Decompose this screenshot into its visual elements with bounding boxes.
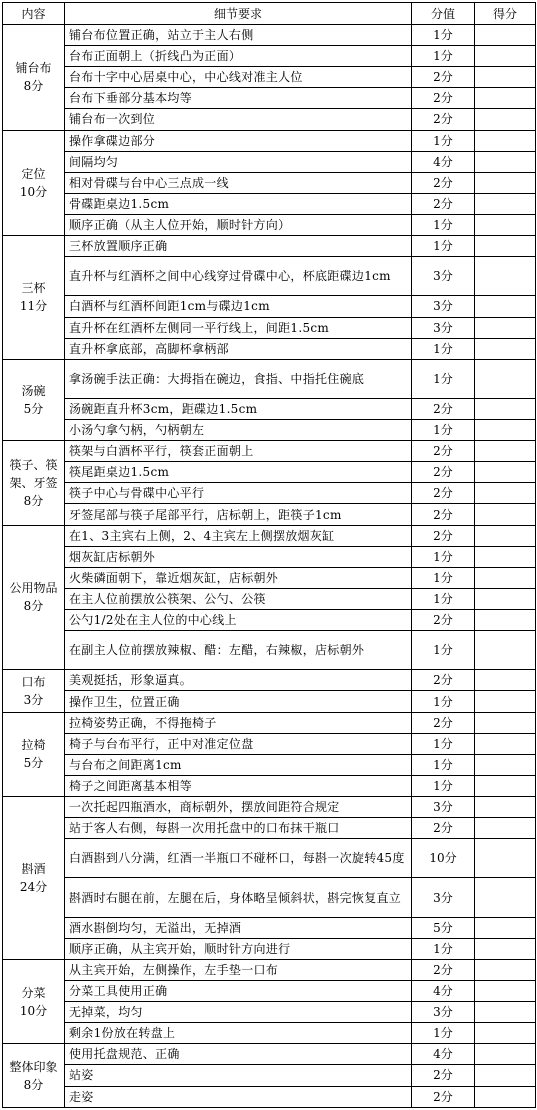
obtained-score-cell[interactable] (475, 193, 536, 214)
requirement-cell: 台布十字中心居桌中心，中心线对准主人位 (65, 67, 412, 88)
category-cell (3, 236, 65, 360)
requirement-cell: 公勺1/2处在主人位的中心线上 (65, 610, 412, 631)
obtained-score-cell[interactable] (475, 257, 536, 296)
obtained-score-cell[interactable] (475, 398, 536, 419)
score-cell: 10分 (412, 839, 475, 878)
obtained-score-cell[interactable] (475, 1023, 536, 1044)
header-requirement: 细节要求 (65, 3, 412, 25)
table-body (3, 25, 536, 1108)
table-row (3, 462, 536, 483)
score-cell: 4分 (412, 151, 475, 172)
obtained-score-cell[interactable] (475, 610, 536, 631)
score-cell: 1分 (412, 775, 475, 796)
obtained-score-cell[interactable] (475, 588, 536, 609)
score-cell: 1分 (412, 691, 475, 712)
score-cell: 3分 (412, 878, 475, 917)
score-cell: 1分 (412, 130, 475, 151)
table-row (3, 917, 536, 938)
table-row (3, 88, 536, 109)
requirement-cell: 烟灰缸店标朝外 (65, 546, 412, 567)
table-row (3, 46, 536, 67)
requirement-cell: 相对骨碟与台中心三点成一线 (65, 172, 412, 193)
table-row (3, 172, 536, 193)
table-row (3, 610, 536, 631)
obtained-score-cell[interactable] (475, 420, 536, 441)
requirement-cell: 站姿 (65, 1065, 412, 1086)
category-name: 口布 (21, 674, 46, 689)
obtained-score-cell[interactable] (475, 754, 536, 775)
obtained-score-cell[interactable] (475, 1044, 536, 1065)
score-cell: 3分 (412, 317, 475, 338)
table-row (3, 25, 536, 46)
category-name: 三杯 (21, 281, 46, 296)
score-cell: 2分 (412, 88, 475, 109)
score-cell: 3分 (412, 1002, 475, 1023)
requirement-cell: 一次托起四瓶酒水，商标朝外，摆放间距符合规定 (65, 797, 412, 818)
category-points: 8分 (23, 493, 44, 508)
requirement-cell: 白酒杯与红酒杯间距1cm与碟边1cm (65, 296, 412, 317)
table-row (3, 359, 536, 398)
obtained-score-cell[interactable] (475, 359, 536, 398)
table-row (3, 214, 536, 235)
requirement-cell: 台布正面朝上（折线凸为正面） (65, 46, 412, 67)
obtained-score-cell[interactable] (475, 546, 536, 567)
obtained-score-cell[interactable] (475, 130, 536, 151)
score-cell: 1分 (412, 588, 475, 609)
obtained-score-cell[interactable] (475, 839, 536, 878)
requirement-cell: 筷架与白酒杯平行，筷套正面朝上 (65, 441, 412, 462)
table-row (3, 504, 536, 525)
obtained-score-cell[interactable] (475, 88, 536, 109)
table-row (3, 317, 536, 338)
obtained-score-cell[interactable] (475, 441, 536, 462)
requirement-cell: 铺台布一次到位 (65, 109, 412, 130)
category-cell (3, 959, 65, 1043)
requirement-cell: 顺序正确（从主人位开始，顺时针方向） (65, 214, 412, 235)
obtained-score-cell[interactable] (475, 338, 536, 359)
category-points: 8分 (23, 79, 44, 94)
table-row (3, 525, 536, 546)
header-category: 内容 (3, 3, 65, 25)
obtained-score-cell[interactable] (475, 712, 536, 733)
requirement-cell: 台布下垂部分基本均等 (65, 88, 412, 109)
score-cell: 5分 (412, 917, 475, 938)
category-points: 10分 (19, 184, 48, 199)
obtained-score-cell[interactable] (475, 151, 536, 172)
table-row (3, 775, 536, 796)
score-cell: 1分 (412, 733, 475, 754)
obtained-score-cell[interactable] (475, 483, 536, 504)
category-points: 5分 (23, 756, 44, 771)
requirement-cell: 无掉菜，均匀 (65, 1002, 412, 1023)
header-obtained: 得分 (475, 3, 536, 25)
score-cell: 1分 (412, 1023, 475, 1044)
table-row (3, 398, 536, 419)
obtained-score-cell[interactable] (475, 878, 536, 917)
requirement-cell: 铺台布位置正确，站立于主人右侧 (65, 25, 412, 46)
obtained-score-cell[interactable] (475, 46, 536, 67)
requirement-cell: 使用托盘规范、正确 (65, 1044, 412, 1065)
obtained-score-cell[interactable] (475, 631, 536, 670)
obtained-score-cell[interactable] (475, 525, 536, 546)
obtained-score-cell[interactable] (475, 733, 536, 754)
table-row (3, 193, 536, 214)
score-cell: 1分 (412, 338, 475, 359)
category-name: 铺台布 (15, 61, 52, 76)
requirement-cell: 椅子与台布平行，正中对准定位盘 (65, 733, 412, 754)
score-cell: 3分 (412, 257, 475, 296)
score-cell: 4分 (412, 980, 475, 1001)
obtained-score-cell[interactable] (475, 67, 536, 88)
score-cell: 2分 (412, 483, 475, 504)
requirement-cell: 汤碗距直升杯3cm，距碟边1.5cm (65, 398, 412, 419)
requirement-cell: 美观挺括，形象逼真。 (65, 670, 412, 691)
score-cell: 2分 (412, 172, 475, 193)
table-row (3, 691, 536, 712)
requirement-cell: 从主宾开始，左侧操作，左手垫一口布 (65, 959, 412, 980)
obtained-score-cell[interactable] (475, 25, 536, 46)
obtained-score-cell[interactable] (475, 959, 536, 980)
category-name: 拉椅 (21, 738, 46, 753)
category-points: 8分 (23, 1077, 44, 1092)
table-row (3, 338, 536, 359)
requirement-cell: 在副主人位前摆放辣椒、醋：左醋，右辣椒，店标朝外 (65, 631, 412, 670)
obtained-score-cell[interactable] (475, 504, 536, 525)
requirement-cell: 拿汤碗手法正确：大拇指在碗边，食指、中指托住碗底 (65, 359, 412, 398)
table-row (3, 878, 536, 917)
score-cell: 1分 (412, 420, 475, 441)
category-cell (3, 1044, 65, 1108)
requirement-cell: 操作卫生，位置正确 (65, 691, 412, 712)
requirement-cell: 拉椅姿势正确，不得拖椅子 (65, 712, 412, 733)
requirement-cell: 筷尾距桌边1.5cm (65, 462, 412, 483)
requirement-cell: 剩余1份放在转盘上 (65, 1023, 412, 1044)
score-cell: 1分 (412, 546, 475, 567)
table-row (3, 754, 536, 775)
score-cell: 1分 (412, 938, 475, 959)
table-row (3, 797, 536, 818)
table-row (3, 1065, 536, 1086)
table-row (3, 546, 536, 567)
score-cell: 1分 (412, 46, 475, 67)
requirement-cell: 间隔均匀 (65, 151, 412, 172)
obtained-score-cell[interactable] (475, 462, 536, 483)
requirement-cell: 筷子中心与骨碟中心平行 (65, 483, 412, 504)
requirement-cell: 顺序正确，从主宾开始，顺时针方向进行 (65, 938, 412, 959)
category-cell (3, 712, 65, 796)
category-name: 斟酒 (21, 861, 46, 876)
score-cell: 2分 (412, 441, 475, 462)
requirement-cell: 走姿 (65, 1086, 412, 1108)
requirement-cell: 站于客人右侧，每斟一次用托盘中的口布抹干瓶口 (65, 818, 412, 839)
category-points: 10分 (19, 1003, 48, 1018)
table-row (3, 959, 536, 980)
table-row (3, 236, 536, 257)
category-points: 5分 (23, 401, 44, 416)
score-cell: 2分 (412, 712, 475, 733)
category-name: 筷子、筷架、牙签 (9, 457, 58, 490)
table-row (3, 938, 536, 959)
score-cell: 2分 (412, 525, 475, 546)
obtained-score-cell[interactable] (475, 670, 536, 691)
category-cell (3, 670, 65, 712)
requirement-cell: 酒水斟倒均匀，无溢出，无掉酒 (65, 917, 412, 938)
obtained-score-cell[interactable] (475, 236, 536, 257)
table-row (3, 567, 536, 588)
score-cell: 2分 (412, 610, 475, 631)
category-cell (3, 359, 65, 440)
category-name: 定位 (21, 166, 46, 181)
category-points: 11分 (19, 299, 48, 314)
requirement-cell: 在主人位前摆放公筷架、公勺、公筷 (65, 588, 412, 609)
category-name: 整体印象 (9, 1059, 58, 1074)
category-name: 汤碗 (21, 383, 46, 398)
table-row (3, 733, 536, 754)
obtained-score-cell[interactable] (475, 567, 536, 588)
score-cell: 1分 (412, 754, 475, 775)
obtained-score-cell[interactable] (475, 214, 536, 235)
scoring-table (2, 2, 536, 1108)
requirement-cell: 操作拿碟边部分 (65, 130, 412, 151)
table-row (3, 441, 536, 462)
category-cell (3, 797, 65, 960)
requirement-cell: 白酒斟到八分满，红酒一半瓶口不碰杯口，每斟一次旋转45度 (65, 839, 412, 878)
score-cell: 2分 (412, 1065, 475, 1086)
score-cell: 1分 (412, 359, 475, 398)
category-name: 分菜 (21, 985, 46, 1000)
table-row (3, 980, 536, 1001)
category-cell (3, 525, 65, 670)
table-row (3, 1002, 536, 1023)
score-cell: 1分 (412, 214, 475, 235)
header-score: 分值 (412, 3, 475, 25)
score-cell: 2分 (412, 193, 475, 214)
requirement-cell: 直升杯与红酒杯之间中心线穿过骨碟中心，杯底距碟边1cm (65, 257, 412, 296)
obtained-score-cell[interactable] (475, 172, 536, 193)
requirement-cell: 斟酒时右腿在前，左腿在后，身体略呈倾斜状，斟完恢复直立 (65, 878, 412, 917)
table-row (3, 588, 536, 609)
obtained-score-cell[interactable] (475, 296, 536, 317)
score-cell: 4分 (412, 1044, 475, 1065)
table-row (3, 1086, 536, 1108)
score-cell: 2分 (412, 504, 475, 525)
table-row (3, 257, 536, 296)
score-cell: 1分 (412, 567, 475, 588)
table-row (3, 1044, 536, 1065)
obtained-score-cell[interactable] (475, 980, 536, 1001)
obtained-score-cell[interactable] (475, 1002, 536, 1023)
requirement-cell: 火柴磷面朝下，靠近烟灰缸，店标朝外 (65, 567, 412, 588)
obtained-score-cell[interactable] (475, 691, 536, 712)
table-row (3, 109, 536, 130)
table-row (3, 151, 536, 172)
score-cell: 1分 (412, 236, 475, 257)
table-row (3, 1023, 536, 1044)
table-row (3, 420, 536, 441)
category-cell (3, 130, 65, 236)
table-row (3, 818, 536, 839)
requirement-cell: 在1、3主宾右上侧，2、4主宾左上侧摆放烟灰缸 (65, 525, 412, 546)
score-cell: 2分 (412, 109, 475, 130)
table-row (3, 631, 536, 670)
score-cell: 2分 (412, 398, 475, 419)
obtained-score-cell[interactable] (475, 797, 536, 818)
score-cell: 3分 (412, 296, 475, 317)
score-cell: 3分 (412, 797, 475, 818)
score-cell: 2分 (412, 959, 475, 980)
score-cell: 1分 (412, 25, 475, 46)
header-row (3, 3, 536, 25)
obtained-score-cell[interactable] (475, 317, 536, 338)
score-cell: 2分 (412, 67, 475, 88)
table-row (3, 670, 536, 691)
requirement-cell: 直升杯在红酒杯左侧同一平行线上，间距1.5cm (65, 317, 412, 338)
table-row (3, 130, 536, 151)
obtained-score-cell[interactable] (475, 1065, 536, 1086)
score-cell: 1分 (412, 631, 475, 670)
score-cell: 2分 (412, 1086, 475, 1108)
table-row (3, 483, 536, 504)
category-points: 24分 (19, 879, 48, 894)
requirement-cell: 直升杯拿底部，高脚杯拿柄部 (65, 338, 412, 359)
score-cell: 2分 (412, 462, 475, 483)
category-name: 公用物品 (9, 581, 58, 596)
obtained-score-cell[interactable] (475, 938, 536, 959)
category-points: 3分 (23, 692, 44, 707)
obtained-score-cell[interactable] (475, 917, 536, 938)
score-cell: 2分 (412, 670, 475, 691)
requirement-cell: 椅子之间距离基本相等 (65, 775, 412, 796)
obtained-score-cell[interactable] (475, 1086, 536, 1108)
requirement-cell: 与台布之间距离1cm (65, 754, 412, 775)
requirement-cell: 三杯放置顺序正确 (65, 236, 412, 257)
obtained-score-cell[interactable] (475, 109, 536, 130)
obtained-score-cell[interactable] (475, 775, 536, 796)
requirement-cell: 小汤勺拿勺柄，勺柄朝左 (65, 420, 412, 441)
score-cell: 2分 (412, 818, 475, 839)
category-cell (3, 441, 65, 525)
obtained-score-cell[interactable] (475, 818, 536, 839)
requirement-cell: 分菜工具使用正确 (65, 980, 412, 1001)
category-cell (3, 25, 65, 131)
requirement-cell: 牙签尾部与筷子尾部平行，店标朝上，距筷子1cm (65, 504, 412, 525)
requirement-cell: 骨碟距桌边1.5cm (65, 193, 412, 214)
table-row (3, 839, 536, 878)
table-row (3, 296, 536, 317)
category-points: 8分 (23, 599, 44, 614)
table-row (3, 712, 536, 733)
table-row (3, 67, 536, 88)
